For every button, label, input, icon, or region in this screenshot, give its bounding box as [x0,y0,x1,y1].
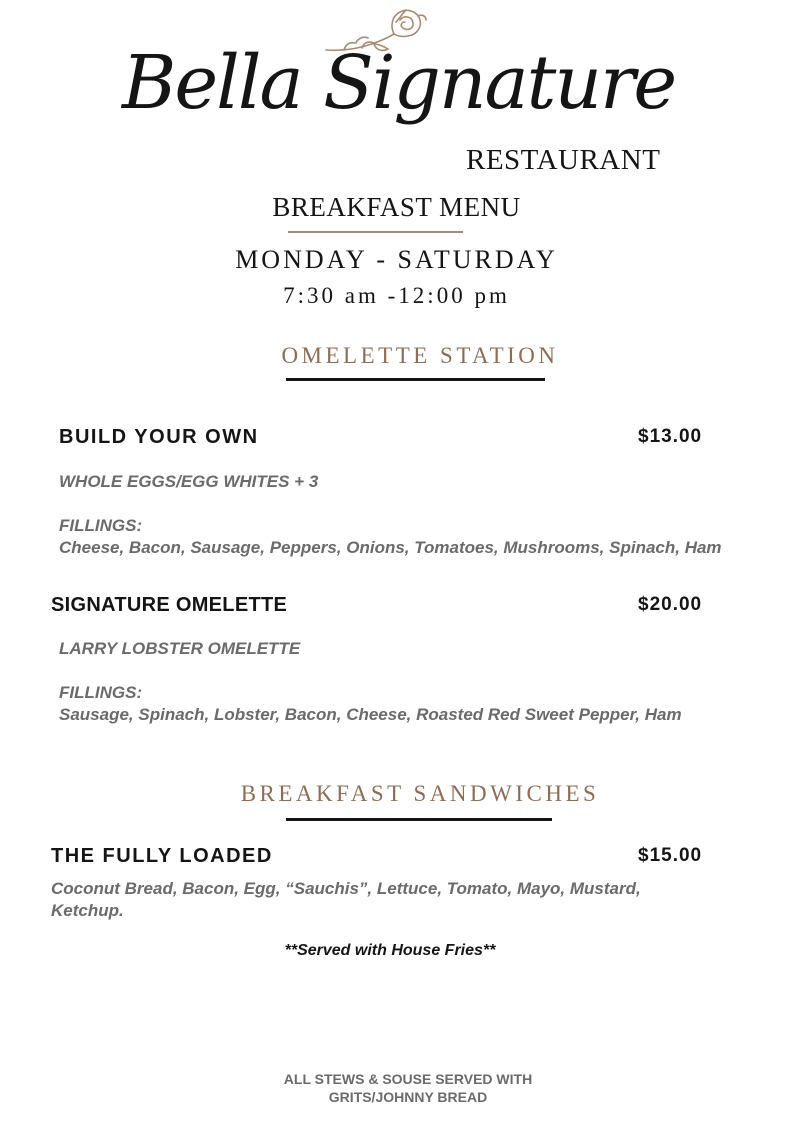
menu-title: BREAKFAST MENU [272,192,521,222]
item-name: BUILD YOUR OWN [59,426,259,448]
service-hours: 7:30 am -12:00 pm [283,283,510,308]
section-divider [286,378,545,381]
footer-line: ALL STEWS & SOUSE SERVED WITH [283,1071,533,1087]
item-description: Ketchup. [51,901,124,920]
section-title-omelette-station: OMELETTE STATION [281,343,559,368]
restaurant-logo [110,0,680,190]
title-divider [288,231,463,233]
item-price: $13.00 [638,426,703,447]
section-title-breakfast-sandwiches: BREAKFAST SANDWICHES [240,781,600,806]
served-with-note: **Served with House Fries** [284,942,496,959]
item-description: Coconut Bread, Bacon, Egg, “Sauchis”, Lettuce, Tomato, Mayo, Mustard, [51,879,641,898]
section-divider [286,818,552,821]
fillings-list: Sausage, Spinach, Lobster, Bacon, Cheese, Roasted Red Sweet Pepper, Ham [59,705,682,724]
footer-note [0,1070,793,1106]
item-name: SIGNATURE OMELETTE [51,594,288,616]
fillings-list: Cheese, Bacon, Sausage, Peppers, Onions, Tomatoes, Mushrooms, Spinach, Ham [59,538,722,557]
item-price: $20.00 [638,594,703,615]
service-days: MONDAY - SATURDAY [235,245,558,274]
footer-line: GRITS/JOHNNY BREAD [328,1089,488,1105]
item-subtitle: WHOLE EGGS/EGG WHITES + 3 [59,472,319,491]
item-price: $15.00 [638,845,703,866]
item-name: THE FULLY LOADED [51,845,273,867]
fillings-label: FILLINGS: [59,683,143,702]
logo-script: Bella Signature [122,40,676,126]
fillings-label: FILLINGS: [59,516,143,535]
item-subtitle: LARRY LOBSTER OMELETTE [59,639,301,658]
logo-subtitle: RESTAURANT [466,144,661,176]
